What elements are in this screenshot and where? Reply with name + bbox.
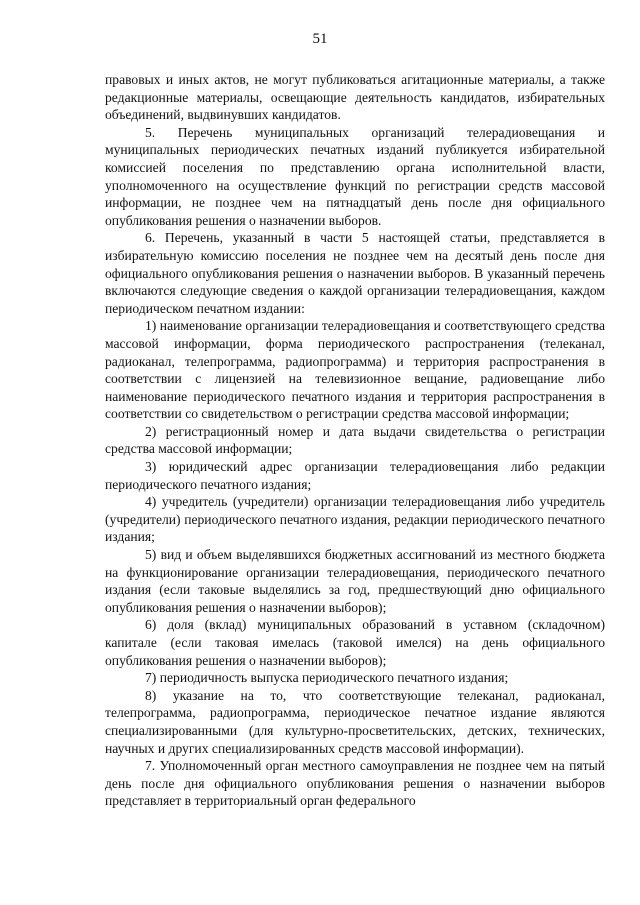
paragraph-part-7: 7. Уполномоченный орган местного самоуправления не позднее чем на пятый день после дня официального опубликования решения о назначении выборов представляет в территориальный орган федерального	[105, 758, 605, 809]
list-item-3: 3) юридический адрес организации телерадиовещания либо редакции периодического печатного издания;	[105, 459, 605, 492]
list-item-6: 6) доля (вклад) муниципальных образований в уставном (складочном) капитале (если таковая имелась (таковой имелся) на день официального опубликования решения о назначении выборов);	[105, 617, 605, 668]
paragraph-continuation: правовых и иных актов, не могут публиковаться агитационные материалы, а также редакционные материалы, освещающие деятельность кандидатов, избирательных объединений, выдвинувших кандидатов.	[105, 72, 605, 123]
list-item-8: 8) указание на то, что соответствующие телеканал, радиоканал, телепрограмма, радиопрограмма, периодическое печатное издание являются специализированными (для культурно-просветительских, детских, технических, научных и других специализированных средств массовой информации).	[105, 687, 605, 756]
list-item-7: 7) периодичность выпуска периодического печатного издания;	[145, 670, 509, 686]
page-number: 51	[312, 31, 328, 47]
list-item-5: 5) вид и объем выделявшихся бюджетных ассигнований из местного бюджета на функционирование организации телерадиовещания, периодического печатного издания (если таковые выделялись за год, предшествующий дню официального опубликования решения о назначении выборов);	[105, 547, 605, 615]
paragraph-part-5: 5. Перечень муниципальных организаций телерадиовещания и муниципальных периодических печатных изданий публикуется избирательной комиссией поселения по представлению органа исполнительной власти, уполномоченного на осуществление функций по регистрации средств массовой информации, не позднее чем на пятнадцатый день после дня официального опубликования решения о назначении выборов.	[105, 124, 605, 228]
paragraph-part-6: 6. Перечень, указанный в части 5 настоящей статьи, представляется в избирательную комиссию поселения не позднее чем на десятый день после дня официального опубликования решения о назначении выборов. В указанный перечень включаются следующие сведения о каждой организации телерадиовещания, каждом периодическом печатном издании:	[105, 230, 605, 316]
document-body	[105, 71, 605, 810]
list-item-4: 4) учредитель (учредители) организации телерадиовещания либо учредитель (учредители) периодического печатного издания, редакции периодического печатного издания;	[105, 494, 605, 545]
list-item-2: 2) регистрационный номер и дата выдачи свидетельства о регистрации средства массовой информации;	[105, 423, 605, 457]
list-item-1: 1) наименование организации телерадиовещания и соответствующего средства массовой информации, форма периодического распространения (телеканал, радиоканал, телепрограмма, радиопрограмма) и территория распространения в соответствии с лицензией на телевизионное вещание, радиовещание либо наименование периодического печатного издания и территория распространения в соответствии со свидетельством о регистрации средства массовой информации;	[105, 318, 605, 422]
